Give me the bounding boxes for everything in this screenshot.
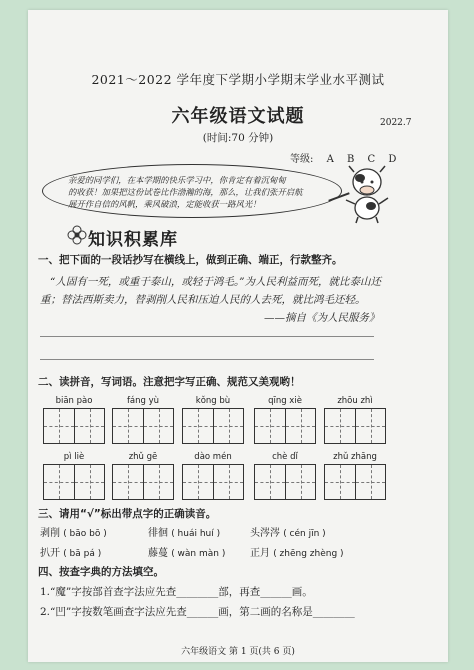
answer-line[interactable] [40,336,374,337]
reading-options: ( zhēng zhèng ) [273,549,344,559]
reading-word: 头涔涔 [250,528,280,539]
paper-title: 六年级语文试题 [171,106,305,127]
reading-word: 正月 [250,548,270,559]
passage-source: ——摘自《为人民服务》 [264,312,380,324]
cow-mascot-icon [340,162,394,224]
intro-line: 的收获！加果把这份试卷比作渤瀚的海，那么，让我们张开启航 [68,187,303,197]
reading-item[interactable] [250,544,344,559]
pinyin-label: zhǔ zhāng [333,452,377,462]
pinyin-label: zhǔ gē [128,452,158,462]
page-footer: 六年级语文 第 1 页(共 6 页) [181,647,295,657]
reading-item[interactable] [148,524,220,539]
reading-options: ( bāo bō ) [63,529,107,539]
writing-grid[interactable] [324,464,386,500]
writing-grid[interactable] [182,464,244,500]
grade-a: A [326,154,334,165]
writing-grid[interactable] [182,408,244,444]
exam-paper [28,10,448,662]
intro-line: 展开作自信的风帆，乘风破浪，定能收获一路风光！ [68,199,261,209]
question-3-prompt: 三、请用“√”标出带点字的正确读音。 [38,508,217,520]
reading-item[interactable] [40,544,101,559]
reading-options: ( cén jīn ) [283,529,326,539]
dictionary-question-2[interactable]: 2.“凹”字按数笔画查字法应先查______画，第二画的名称是________ [40,606,355,618]
pinyin-label: zhōu zhì [337,396,373,406]
flower-icon [66,224,88,246]
passage-line-1: “人固有一死，或重于泰山，或轻于鸿毛。”为人民利益而死，就比泰山还 [50,276,381,288]
pinyin-label: chè dǐ [272,452,298,462]
reading-item[interactable] [148,544,225,559]
question-1-prompt: 一、把下面的一段话抄写在横线上，做到正确、端正，行款整齐。 [38,254,343,266]
writing-grid[interactable] [254,464,316,500]
grade-c: C [367,154,376,165]
reading-item[interactable] [40,524,107,539]
writing-grid[interactable] [324,408,386,444]
intro-line: 亲爱的同学们，在本学期的快乐学习中，你肯定有着沉甸甸 [68,175,286,185]
pinyin-label: dào mén [194,452,232,462]
exam-title: 2021～2022 学年度下学期小学期末学业水平测试 [91,72,385,87]
writing-grid[interactable] [43,464,105,500]
pinyin-label: fáng yù [126,396,160,406]
reading-word: 藤蔓 [148,548,168,559]
question-2-prompt: 二、读拼音，写词语。注意把字写正确、规范又美观哟！ [38,376,301,388]
reading-options: ( bā pá ) [63,549,102,559]
pinyin-label: kǒng bù [195,396,231,406]
section-title: 知识积累库 [88,230,178,250]
grade-d: D [388,154,397,165]
reading-options: ( huái huí ) [171,529,221,539]
grade-b: B [346,154,355,165]
time-limit: (时间:70 分钟) [202,132,274,144]
answer-line[interactable] [40,359,374,360]
reading-item[interactable] [250,524,326,539]
question-4-prompt: 四、按查字典的方法填空。 [38,566,164,578]
reading-word: 剥削 [40,528,60,539]
dictionary-question-1[interactable]: 1.“魔”字按部首查字法应先查________部，再查______画。 [40,586,313,598]
pinyin-label: biān pào [55,396,93,406]
writing-grid[interactable] [112,464,174,500]
pinyin-label: pì liè [63,452,85,462]
pinyin-label: qīng xiè [268,396,302,406]
reading-word: 徘徊 [148,528,168,539]
passage-line-2: 重；替法西斯卖力，替剥削人民和压迫人民的人去死，就比鸿毛还轻。 [40,294,366,306]
reading-options: ( wàn màn ) [171,549,226,559]
exam-date: 2022.7 [380,118,412,128]
grade-label: 等级: [290,154,314,165]
writing-grid[interactable] [254,408,316,444]
intro-text [68,174,318,210]
writing-grid[interactable] [112,408,174,444]
reading-word: 扒开 [40,548,60,559]
writing-grid[interactable] [43,408,105,444]
